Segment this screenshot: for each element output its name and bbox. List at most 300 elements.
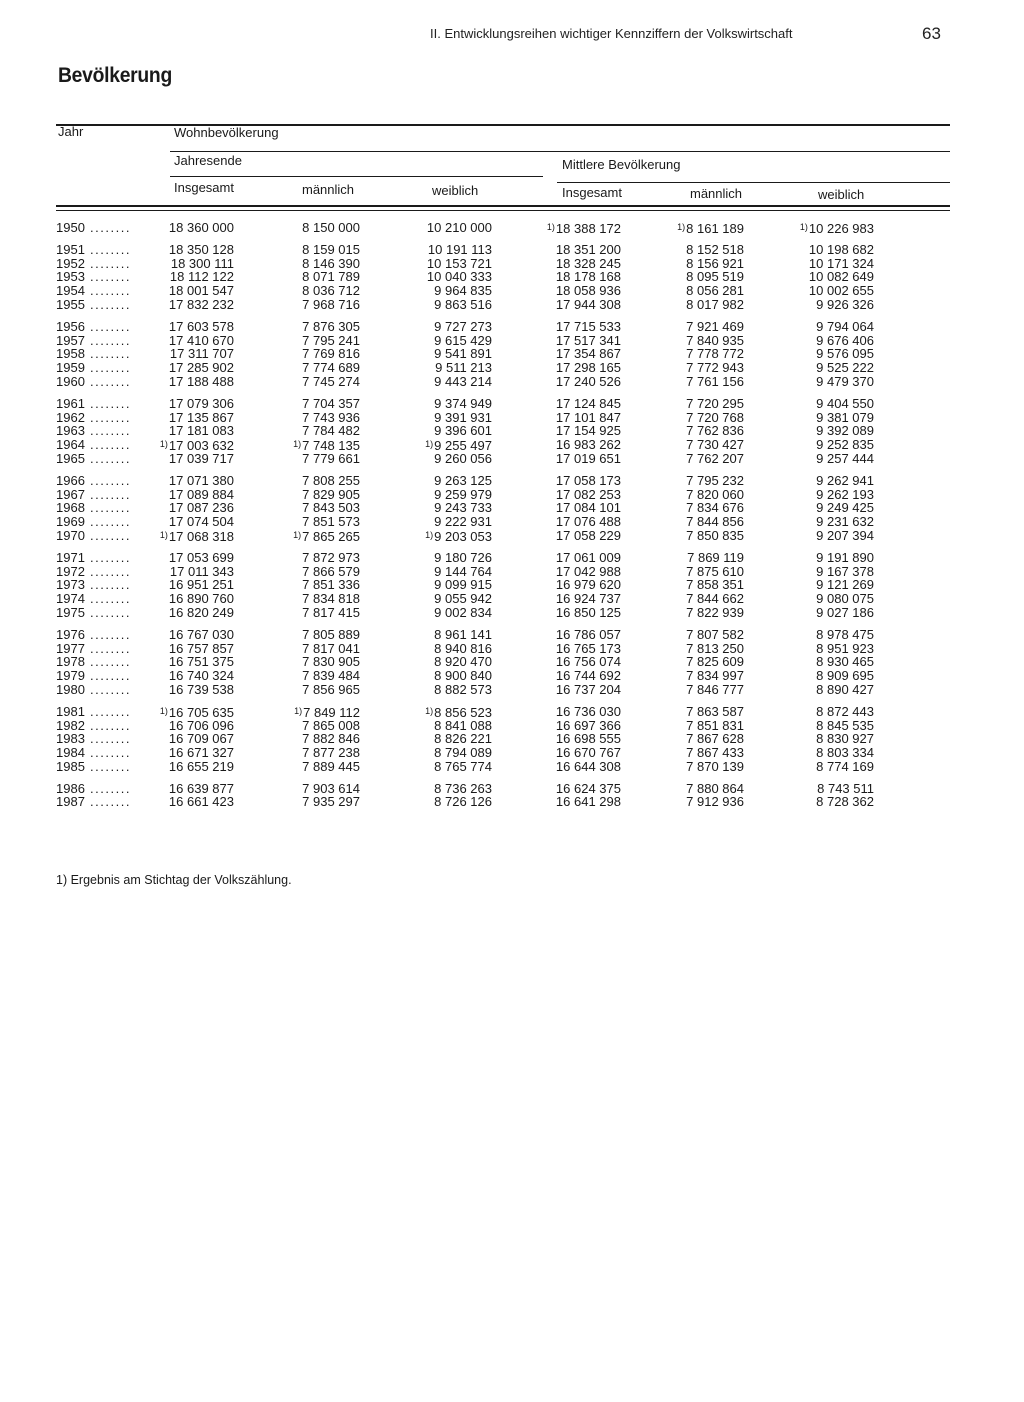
cell-insgesamt-jahresende [169,655,234,669]
cell-value: 10 153 721 [426,255,492,271]
table-row [0,732,1024,746]
cell-value: 7 720 295 [686,395,744,411]
year-label: 1966 [56,472,85,488]
year-label: 1987 [56,794,85,810]
cell-value: 17 076 488 [555,514,621,530]
cell-insgesamt-mittlere [556,411,621,425]
cell-maennlich-mittlere [686,452,744,466]
cell-weiblich-mittlere [816,438,874,452]
cell-value: 9 243 733 [434,500,492,516]
leader-dots: ........ [84,423,131,439]
cell-weiblich-mittlere [816,760,874,774]
leader-dots: ........ [84,703,131,719]
table-row [0,320,1024,334]
cell-value: 7 869 119 [687,549,744,565]
cell-weiblich-jahresende [434,606,492,620]
cell-value: 8 845 535 [816,717,874,733]
cell-weiblich-jahresende [434,683,492,697]
leader-dots: ........ [84,318,131,334]
cell-weiblich-jahresende [434,515,492,529]
cell-weiblich-mittlere [816,411,874,425]
cell-insgesamt-mittlere [556,782,621,796]
cell-value: 8 940 816 [434,640,492,656]
cell-value: 16 744 692 [555,668,621,684]
cell-insgesamt-mittlere [556,361,621,375]
cell-value: 9 396 601 [434,423,492,439]
cell-maennlich-mittlere [686,683,744,697]
cell-weiblich-mittlere [816,732,874,746]
cell-value: 9 525 222 [816,360,874,376]
cell-value: 9 180 726 [434,549,492,565]
table-row [0,397,1024,411]
year-label: 1964 [56,437,85,453]
cell-insgesamt-mittlere [556,719,621,733]
table-row [0,760,1024,774]
cell-value: 8 961 141 [434,626,492,642]
cell-year [56,628,150,642]
cell-value: 9 167 378 [816,563,874,579]
cell-value: 18 112 122 [169,269,234,285]
year-label: 1953 [56,269,85,285]
table-row [0,606,1024,620]
cell-value: 8 794 089 [434,745,492,761]
table-row [0,375,1024,389]
cell-value: 7 769 816 [302,346,360,362]
leader-dots: ........ [84,527,131,543]
cell-maennlich-jahresende [302,488,360,502]
cell-value: 9 863 516 [434,296,492,312]
cell-value: 17 944 308 [555,296,621,312]
cell-value: 9 404 550 [816,395,874,411]
cell-value: 17 311 707 [169,346,234,362]
cell-insgesamt-jahresende [169,515,234,529]
year-label: 1963 [56,423,85,439]
cell-value: 7 849 112 [303,704,360,720]
cell-year [56,452,150,466]
cell-insgesamt-mittlere [556,669,621,683]
cell-value: 9 479 370 [816,373,874,389]
cell-value: 7 762 207 [686,450,744,466]
cell-insgesamt-mittlere [556,529,621,543]
cell-weiblich-mittlere [816,529,874,543]
cell-value: 7 877 238 [302,745,360,761]
table-row [0,488,1024,502]
row-group [0,551,1024,620]
cell-insgesamt-mittlere [556,578,621,592]
footnote-marker: 1) [799,222,808,232]
table-row [0,705,1024,719]
cell-value: 18 388 172 [555,221,621,236]
cell-value: 17 087 236 [168,500,234,516]
cell-value: 17 068 318 [168,528,234,544]
footnote-marker: 1) [159,439,168,450]
cell-value: 16 924 737 [555,591,621,607]
cell-maennlich-mittlere [686,705,744,719]
cell-value: 17 240 526 [555,373,621,389]
cell-insgesamt-jahresende [169,284,234,298]
cell-value: 16 697 366 [555,717,621,733]
cell-year [56,284,150,298]
cell-value: 9 381 079 [816,409,874,425]
cell-value: 9 260 056 [434,450,492,466]
cell-year [56,243,150,257]
table-body [0,221,1024,817]
cell-maennlich-jahresende [302,719,360,733]
cell-weiblich-mittlere [816,501,874,515]
leader-dots: ........ [84,717,131,733]
table-row [0,515,1024,529]
cell-value: 17 053 699 [168,549,234,565]
col-header-maennlich-1: männlich [302,182,355,197]
table-row [0,592,1024,606]
cell-year [56,361,150,375]
cell-insgesamt-jahresende [169,683,234,697]
cell-insgesamt-mittlere [556,760,621,774]
cell-value: 8 826 221 [434,731,492,747]
cell-value: 17 124 845 [555,395,621,411]
cell-value: 8 017 982 [686,296,744,312]
cell-maennlich-mittlere [686,488,744,502]
cell-maennlich-jahresende [302,270,360,284]
cell-maennlich-jahresende [302,298,360,312]
cell-insgesamt-jahresende [169,424,234,438]
cell-insgesamt-jahresende [169,221,234,235]
cell-value: 7 720 768 [686,409,744,425]
cell-weiblich-jahresende [434,578,492,592]
table-row [0,578,1024,592]
cell-maennlich-mittlere [686,760,744,774]
cell-maennlich-jahresende [302,628,360,642]
cell-value: 18 178 168 [555,269,621,285]
cell-value: 8 951 923 [816,640,874,656]
cell-weiblich-mittlere [809,243,874,257]
cell-insgesamt-jahresende [169,592,234,606]
leader-dots: ........ [84,346,131,362]
cell-value: 8 056 281 [686,283,744,299]
cell-value: 7 762 836 [686,423,744,439]
cell-value: 17 410 670 [168,332,234,348]
cell-year [56,438,150,452]
leader-dots: ........ [84,360,131,376]
cell-year [56,488,150,502]
cell-value: 16 951 251 [168,577,234,593]
cell-value: 8 909 695 [816,668,874,684]
leader-dots: ........ [84,472,131,488]
cell-value: 18 351 200 [555,241,621,257]
cell-insgesamt-mittlere [556,515,621,529]
year-label: 1977 [56,640,85,656]
cell-value: 16 624 375 [555,780,621,796]
cell-year [56,782,150,796]
leader-dots: ........ [84,486,131,502]
cell-value: 9 511 213 [435,360,492,376]
cell-value: 8 726 126 [434,794,492,810]
cell-value: 9 615 429 [434,332,492,348]
cell-year [56,320,150,334]
cell-insgesamt-jahresende [170,347,234,361]
cell-weiblich-mittlere [816,551,874,565]
cell-maennlich-jahresende [302,746,360,760]
cell-value: 8 036 712 [302,283,360,299]
leader-dots: ........ [84,409,131,425]
cell-weiblich-jahresende [434,628,492,642]
table-row [0,474,1024,488]
cell-weiblich-jahresende [434,501,492,515]
cell-value: 9 262 941 [816,472,874,488]
cell-maennlich-mittlere [686,642,744,656]
cell-value: 17 603 578 [168,318,234,334]
cell-weiblich-mittlere [816,683,874,697]
cell-value: 7 935 297 [302,794,360,810]
cell-maennlich-jahresende [302,732,360,746]
cell-value: 16 736 030 [555,703,621,719]
cell-weiblich-mittlere [809,257,874,271]
cell-value: 8 856 523 [434,704,492,720]
cell-value: 9 055 942 [434,591,492,607]
cell-weiblich-jahresende [434,375,492,389]
cell-maennlich-mittlere [686,565,744,579]
cell-insgesamt-jahresende [169,578,234,592]
cell-maennlich-jahresende [302,683,360,697]
cell-maennlich-jahresende [302,501,360,515]
cell-value: 18 360 000 [168,220,234,235]
cell-insgesamt-mittlere [556,683,621,697]
cell-maennlich-jahresende [302,474,360,488]
cell-weiblich-jahresende [434,565,492,579]
cell-value: 7 921 469 [686,318,744,334]
cell-weiblich-jahresende [434,488,492,502]
cell-value: 7 968 716 [302,296,360,312]
cell-weiblich-jahresende [434,347,492,361]
cell-value: 10 191 113 [427,241,492,257]
cell-weiblich-jahresende [434,719,492,733]
cell-value: 7 870 139 [686,758,744,774]
cell-value: 17 188 488 [168,373,234,389]
table-row [0,529,1024,543]
table-row [0,655,1024,669]
cell-weiblich-mittlere [816,298,874,312]
cell-value: 8 765 774 [434,758,492,774]
cell-maennlich-mittlere [686,782,744,796]
cell-maennlich-mittlere [686,669,744,683]
header-rule-2 [170,151,950,152]
cell-value: 16 655 219 [168,758,234,774]
cell-maennlich-jahresende [302,782,360,796]
header-bottom-rule-2 [56,210,950,211]
header-rule-3b [557,182,950,183]
cell-year [56,732,150,746]
cell-maennlich-mittlere [686,334,744,348]
cell-value: 10 002 655 [808,283,874,299]
cell-maennlich-jahresende [302,334,360,348]
cell-value: 7 822 939 [686,604,744,620]
cell-maennlich-jahresende [302,320,360,334]
cell-value: 8 803 334 [816,745,874,761]
cell-value: 10 082 649 [808,269,874,285]
cell-year [56,592,150,606]
cell-value: 17 061 009 [555,549,621,565]
cell-value: 9 191 890 [816,549,874,565]
table-row [0,243,1024,257]
cell-value: 9 144 764 [434,563,492,579]
cell-value: 9 222 931 [434,514,492,530]
cell-insgesamt-mittlere [556,334,621,348]
cell-year [56,719,150,733]
leader-dots: ........ [84,395,131,411]
leader-dots: ........ [84,241,131,257]
year-label: 1980 [56,681,85,697]
cell-value: 17 074 504 [168,514,234,530]
cell-value: 17 285 902 [168,360,234,376]
cell-value: 9 080 075 [816,591,874,607]
col-header-insgesamt-1: Insgesamt [174,180,234,195]
cell-value: 8 841 088 [434,717,492,733]
cell-weiblich-mittlere [816,565,874,579]
cell-weiblich-jahresende [427,270,492,284]
cell-insgesamt-jahresende [169,361,234,375]
cell-value: 8 743 511 [817,780,874,796]
table-row [0,284,1024,298]
table-row [0,424,1024,438]
leader-dots: ........ [84,681,131,697]
cell-value: 8 900 840 [434,668,492,684]
footnote-marker: 1) [677,222,686,232]
cell-maennlich-jahresende [302,375,360,389]
leader-dots: ........ [84,514,131,530]
cell-value: 9 443 214 [434,373,492,389]
cell-value: 9 207 394 [816,527,874,543]
footnote-marker: 1) [294,705,303,716]
year-label: 1952 [56,255,85,271]
cell-value: 7 825 609 [686,654,744,670]
row-group [0,221,1024,235]
cell-insgesamt-jahresende [169,243,234,257]
year-label: 1965 [56,450,85,466]
year-label: 1974 [56,591,85,607]
cell-weiblich-mittlere [816,642,874,656]
cell-value: 7 863 587 [686,703,744,719]
cell-insgesamt-jahresende [169,397,234,411]
footnote-marker: 1) [425,705,434,716]
cell-value: 8 920 470 [434,654,492,670]
leader-dots: ........ [84,220,131,235]
cell-value: 9 541 891 [434,346,492,362]
cell-value: 7 817 415 [302,604,360,620]
cell-insgesamt-jahresende [169,334,234,348]
page-number: 63 [922,24,941,43]
cell-value: 16 705 635 [168,704,234,720]
cell-maennlich-jahresende [293,529,360,544]
cell-year [56,565,150,579]
cell-value: 9 257 444 [816,450,874,466]
year-label: 1976 [56,626,85,642]
leader-dots: ........ [84,780,131,796]
header-rule-3 [170,176,543,177]
leader-dots: ........ [84,745,131,761]
footnote-marker: 1) [546,222,555,232]
table-row [0,361,1024,375]
cell-value: 7 843 503 [302,500,360,516]
cell-value: 16 979 620 [555,577,621,593]
cell-weiblich-mittlere [816,375,874,389]
cell-insgesamt-jahresende [169,411,234,425]
table-row [0,683,1024,697]
footnote-marker: 1) [293,529,302,540]
cell-value: 16 644 308 [555,758,621,774]
cell-maennlich-jahresende [302,760,360,774]
cell-maennlich-mittlere [686,438,744,452]
cell-value: 16 698 555 [555,731,621,747]
cell-year [56,760,150,774]
cell-value: 16 751 375 [168,654,234,670]
cell-weiblich-jahresende [434,397,492,411]
cell-value: 7 866 579 [302,563,360,579]
cell-value: 7 865 008 [302,717,360,733]
cell-year [56,334,150,348]
year-label: 1957 [56,332,85,348]
cell-value: 16 671 327 [168,745,234,761]
cell-value: 17 039 717 [168,450,234,466]
cell-value: 16 709 067 [168,731,234,747]
cell-weiblich-mittlere [816,592,874,606]
cell-value: 16 641 298 [555,794,621,810]
header-bottom-rule [56,205,950,207]
cell-year [56,411,150,425]
cell-value: 10 210 000 [426,220,492,235]
cell-insgesamt-jahresende [169,746,234,760]
year-label: 1951 [56,241,85,257]
cell-value: 7 850 835 [686,527,744,543]
table-row [0,411,1024,425]
cell-value: 9 231 632 [816,514,874,530]
cell-insgesamt-mittlere [556,501,621,515]
cell-maennlich-mittlere [686,501,744,515]
cell-weiblich-mittlere [816,705,874,719]
cell-value: 7 745 274 [302,373,360,389]
cell-value: 10 040 333 [426,269,492,285]
cell-value: 9 727 273 [434,318,492,334]
cell-value: 9 392 089 [816,423,874,439]
cell-insgesamt-jahresende [169,760,234,774]
cell-value: 9 259 979 [434,486,492,502]
leader-dots: ........ [84,731,131,747]
cell-value: 7 844 856 [686,514,744,530]
cell-year [56,375,150,389]
cell-weiblich-jahresende [434,642,492,656]
cell-maennlich-mittlere [686,578,744,592]
cell-insgesamt-jahresende [169,298,234,312]
cell-year [56,501,150,515]
row-group [0,782,1024,810]
cell-maennlich-mittlere [686,347,744,361]
row-group [0,320,1024,389]
cell-value: 17 042 988 [555,563,621,579]
subheader-mittlere-bevoelkerung: Mittlere Bevölkerung [562,157,681,172]
cell-value: 16 890 760 [168,591,234,607]
cell-value: 8 830 927 [816,731,874,747]
cell-year [56,705,150,719]
cell-value: 7 912 936 [686,794,744,810]
cell-maennlich-jahresende [302,515,360,529]
cell-value: 7 858 351 [686,577,744,593]
leader-dots: ........ [84,549,131,565]
cell-year [56,606,150,620]
cell-maennlich-jahresende [302,424,360,438]
cell-insgesamt-jahresende [169,606,234,620]
leader-dots: ........ [84,373,131,389]
cell-value: 17 298 165 [555,360,621,376]
leader-dots: ........ [84,269,131,285]
